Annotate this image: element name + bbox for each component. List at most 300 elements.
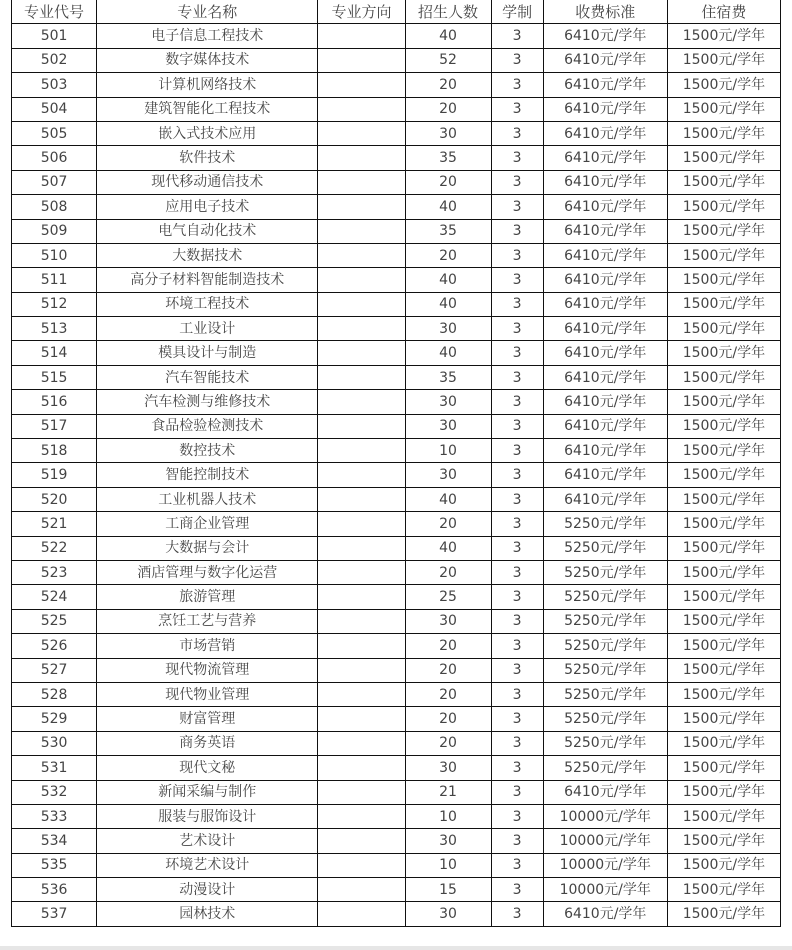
cell-dorm-fee: 1500元/学年	[667, 512, 780, 536]
cell-enrollment-count: 40	[405, 292, 491, 316]
table-row	[12, 804, 781, 828]
cell-major-direction	[318, 73, 405, 97]
cell-enrollment-count: 25	[405, 585, 491, 609]
cell-major-direction	[318, 512, 405, 536]
cell-duration: 3	[491, 463, 543, 487]
cell-major-code: 523	[12, 560, 97, 584]
cell-major-direction	[318, 341, 405, 365]
header-tuition: 收费标准	[543, 0, 667, 24]
cell-major-name: 汽车检测与维修技术	[97, 390, 318, 414]
cell-tuition: 10000元/学年	[543, 878, 667, 902]
cell-enrollment-count: 10	[405, 439, 491, 463]
cell-major-code: 511	[12, 268, 97, 292]
cell-major-name: 现代文秘	[97, 756, 318, 780]
table-row	[12, 170, 781, 194]
cell-duration: 3	[491, 365, 543, 389]
cell-enrollment-count: 20	[405, 634, 491, 658]
cell-duration: 3	[491, 414, 543, 438]
cell-tuition: 6410元/学年	[543, 390, 667, 414]
cell-major-code: 508	[12, 195, 97, 219]
cell-major-direction	[318, 536, 405, 560]
cell-major-name: 动漫设计	[97, 878, 318, 902]
cell-dorm-fee: 1500元/学年	[667, 756, 780, 780]
table-body	[12, 24, 781, 926]
cell-major-code: 521	[12, 512, 97, 536]
cell-dorm-fee: 1500元/学年	[667, 804, 780, 828]
table-row	[12, 219, 781, 243]
cell-enrollment-count: 40	[405, 487, 491, 511]
cell-dorm-fee: 1500元/学年	[667, 658, 780, 682]
header-major-direction: 专业方向	[318, 0, 405, 24]
cell-dorm-fee: 1500元/学年	[667, 682, 780, 706]
cell-major-name: 计算机网络技术	[97, 73, 318, 97]
cell-dorm-fee: 1500元/学年	[667, 487, 780, 511]
cell-major-direction	[318, 121, 405, 145]
table-row	[12, 195, 781, 219]
cell-major-name: 市场营销	[97, 634, 318, 658]
cell-tuition: 6410元/学年	[543, 97, 667, 121]
cell-dorm-fee: 1500元/学年	[667, 463, 780, 487]
cell-major-direction	[318, 24, 405, 48]
cell-major-code: 537	[12, 902, 97, 926]
cell-tuition: 6410元/学年	[543, 24, 667, 48]
cell-dorm-fee: 1500元/学年	[667, 585, 780, 609]
cell-duration: 3	[491, 780, 543, 804]
cell-major-direction	[318, 439, 405, 463]
cell-major-name: 新闻采编与制作	[97, 780, 318, 804]
table-row	[12, 731, 781, 755]
cell-major-direction	[318, 414, 405, 438]
cell-duration: 3	[491, 48, 543, 72]
cell-major-direction	[318, 658, 405, 682]
table-row	[12, 536, 781, 560]
table-row	[12, 121, 781, 145]
cell-major-name: 工业设计	[97, 317, 318, 341]
cell-dorm-fee: 1500元/学年	[667, 146, 780, 170]
cell-major-direction	[318, 585, 405, 609]
cell-major-name: 现代物流管理	[97, 658, 318, 682]
cell-dorm-fee: 1500元/学年	[667, 317, 780, 341]
cell-duration: 3	[491, 731, 543, 755]
cell-major-direction	[318, 292, 405, 316]
cell-major-direction	[318, 780, 405, 804]
cell-major-name: 现代物业管理	[97, 682, 318, 706]
cell-dorm-fee: 1500元/学年	[667, 707, 780, 731]
table-row	[12, 707, 781, 731]
cell-dorm-fee: 1500元/学年	[667, 243, 780, 267]
cell-major-code: 510	[12, 243, 97, 267]
header-major-name: 专业名称	[97, 0, 318, 24]
table-row	[12, 414, 781, 438]
cell-duration: 3	[491, 560, 543, 584]
cell-duration: 3	[491, 97, 543, 121]
table-row	[12, 658, 781, 682]
cell-enrollment-count: 30	[405, 414, 491, 438]
cell-major-name: 汽车智能技术	[97, 365, 318, 389]
cell-enrollment-count: 30	[405, 609, 491, 633]
cell-duration: 3	[491, 268, 543, 292]
cell-dorm-fee: 1500元/学年	[667, 780, 780, 804]
cell-duration: 3	[491, 121, 543, 145]
cell-tuition: 6410元/学年	[543, 341, 667, 365]
cell-duration: 3	[491, 439, 543, 463]
table-row	[12, 365, 781, 389]
cell-major-direction	[318, 317, 405, 341]
cell-major-name: 电子信息工程技术	[97, 24, 318, 48]
cell-enrollment-count: 52	[405, 48, 491, 72]
cell-enrollment-count: 10	[405, 804, 491, 828]
cell-major-name: 环境工程技术	[97, 292, 318, 316]
cell-tuition: 6410元/学年	[543, 292, 667, 316]
cell-enrollment-count: 20	[405, 682, 491, 706]
cell-major-name: 大数据与会计	[97, 536, 318, 560]
cell-enrollment-count: 21	[405, 780, 491, 804]
cell-major-direction	[318, 48, 405, 72]
cell-duration: 3	[491, 756, 543, 780]
cell-duration: 3	[491, 707, 543, 731]
cell-tuition: 5250元/学年	[543, 536, 667, 560]
cell-major-direction	[318, 487, 405, 511]
cell-dorm-fee: 1500元/学年	[667, 731, 780, 755]
cell-duration: 3	[491, 585, 543, 609]
cell-major-name: 现代移动通信技术	[97, 170, 318, 194]
cell-enrollment-count: 30	[405, 902, 491, 926]
table-row	[12, 878, 781, 902]
cell-major-name: 服装与服饰设计	[97, 804, 318, 828]
cell-duration: 3	[491, 390, 543, 414]
header-dorm-fee: 住宿费	[667, 0, 780, 24]
table-row	[12, 292, 781, 316]
cell-tuition: 6410元/学年	[543, 487, 667, 511]
cell-duration: 3	[491, 512, 543, 536]
cell-major-name: 电气自动化技术	[97, 219, 318, 243]
cell-major-name: 艺术设计	[97, 829, 318, 853]
cell-major-direction	[318, 560, 405, 584]
cell-duration: 3	[491, 853, 543, 877]
cell-tuition: 6410元/学年	[543, 195, 667, 219]
cell-enrollment-count: 35	[405, 365, 491, 389]
cell-major-code: 518	[12, 439, 97, 463]
table-row	[12, 390, 781, 414]
cell-enrollment-count: 30	[405, 463, 491, 487]
cell-tuition: 6410元/学年	[543, 219, 667, 243]
table-row	[12, 97, 781, 121]
cell-tuition: 6410元/学年	[543, 243, 667, 267]
cell-tuition: 5250元/学年	[543, 560, 667, 584]
cell-dorm-fee: 1500元/学年	[667, 560, 780, 584]
cell-duration: 3	[491, 146, 543, 170]
cell-major-direction	[318, 146, 405, 170]
table-row	[12, 341, 781, 365]
cell-major-code: 535	[12, 853, 97, 877]
cell-tuition: 6410元/学年	[543, 902, 667, 926]
table-row	[12, 48, 781, 72]
cell-tuition: 6410元/学年	[543, 463, 667, 487]
cell-major-code: 536	[12, 878, 97, 902]
table-row	[12, 512, 781, 536]
cell-major-name: 数控技术	[97, 439, 318, 463]
table-row	[12, 24, 781, 48]
cell-dorm-fee: 1500元/学年	[667, 829, 780, 853]
header-major-code: 专业代号	[12, 0, 97, 24]
cell-major-code: 533	[12, 804, 97, 828]
cell-major-code: 532	[12, 780, 97, 804]
cell-major-name: 园林技术	[97, 902, 318, 926]
cell-enrollment-count: 35	[405, 146, 491, 170]
table-row	[12, 682, 781, 706]
cell-tuition: 6410元/学年	[543, 48, 667, 72]
cell-enrollment-count: 15	[405, 878, 491, 902]
cell-major-direction	[318, 756, 405, 780]
cell-enrollment-count: 40	[405, 341, 491, 365]
table-row	[12, 439, 781, 463]
table-row	[12, 780, 781, 804]
cell-major-direction	[318, 390, 405, 414]
cell-major-code: 503	[12, 73, 97, 97]
cell-tuition: 5250元/学年	[543, 585, 667, 609]
cell-duration: 3	[491, 536, 543, 560]
cell-enrollment-count: 20	[405, 512, 491, 536]
cell-dorm-fee: 1500元/学年	[667, 170, 780, 194]
cell-major-code: 514	[12, 341, 97, 365]
cell-major-name: 大数据技术	[97, 243, 318, 267]
cell-major-name: 工业机器人技术	[97, 487, 318, 511]
cell-enrollment-count: 30	[405, 756, 491, 780]
cell-duration: 3	[491, 634, 543, 658]
cell-major-direction	[318, 219, 405, 243]
table-row	[12, 317, 781, 341]
cell-major-code: 534	[12, 829, 97, 853]
cell-major-direction	[318, 731, 405, 755]
cell-major-direction	[318, 682, 405, 706]
cell-enrollment-count: 40	[405, 195, 491, 219]
cell-major-direction	[318, 243, 405, 267]
cell-major-code: 531	[12, 756, 97, 780]
cell-tuition: 6410元/学年	[543, 780, 667, 804]
cell-major-name: 工商企业管理	[97, 512, 318, 536]
bottom-edge-bar	[0, 946, 792, 950]
cell-tuition: 10000元/学年	[543, 804, 667, 828]
cell-major-name: 环境艺术设计	[97, 853, 318, 877]
cell-dorm-fee: 1500元/学年	[667, 73, 780, 97]
cell-major-direction	[318, 634, 405, 658]
cell-major-name: 应用电子技术	[97, 195, 318, 219]
cell-duration: 3	[491, 317, 543, 341]
table-row	[12, 146, 781, 170]
cell-tuition: 6410元/学年	[543, 414, 667, 438]
cell-major-name: 嵌入式技术应用	[97, 121, 318, 145]
cell-major-name: 旅游管理	[97, 585, 318, 609]
table-row	[12, 853, 781, 877]
cell-enrollment-count: 20	[405, 97, 491, 121]
header-enrollment-count: 招生人数	[405, 0, 491, 24]
cell-enrollment-count: 20	[405, 560, 491, 584]
cell-major-direction	[318, 707, 405, 731]
cell-duration: 3	[491, 487, 543, 511]
cell-dorm-fee: 1500元/学年	[667, 853, 780, 877]
cell-major-code: 504	[12, 97, 97, 121]
table-row	[12, 634, 781, 658]
table-row	[12, 829, 781, 853]
table-row	[12, 756, 781, 780]
cell-dorm-fee: 1500元/学年	[667, 48, 780, 72]
cell-tuition: 6410元/学年	[543, 439, 667, 463]
cell-major-direction	[318, 878, 405, 902]
cell-duration: 3	[491, 658, 543, 682]
cell-major-code: 501	[12, 24, 97, 48]
cell-tuition: 5250元/学年	[543, 731, 667, 755]
cell-duration: 3	[491, 24, 543, 48]
cell-tuition: 6410元/学年	[543, 121, 667, 145]
cell-enrollment-count: 35	[405, 219, 491, 243]
cell-enrollment-count: 20	[405, 243, 491, 267]
cell-enrollment-count: 30	[405, 829, 491, 853]
cell-dorm-fee: 1500元/学年	[667, 341, 780, 365]
cell-duration: 3	[491, 170, 543, 194]
cell-major-name: 模具设计与制造	[97, 341, 318, 365]
table-row	[12, 243, 781, 267]
cell-major-code: 517	[12, 414, 97, 438]
header-duration: 学制	[491, 0, 543, 24]
cell-dorm-fee: 1500元/学年	[667, 439, 780, 463]
cell-enrollment-count: 30	[405, 390, 491, 414]
cell-major-direction	[318, 902, 405, 926]
cell-dorm-fee: 1500元/学年	[667, 390, 780, 414]
cell-major-name: 食品检验检测技术	[97, 414, 318, 438]
cell-dorm-fee: 1500元/学年	[667, 292, 780, 316]
cell-major-direction	[318, 365, 405, 389]
cell-tuition: 5250元/学年	[543, 707, 667, 731]
cell-duration: 3	[491, 243, 543, 267]
cell-tuition: 6410元/学年	[543, 73, 667, 97]
cell-tuition: 6410元/学年	[543, 317, 667, 341]
cell-duration: 3	[491, 292, 543, 316]
cell-major-name: 商务英语	[97, 731, 318, 755]
cell-enrollment-count: 20	[405, 73, 491, 97]
cell-tuition: 5250元/学年	[543, 512, 667, 536]
cell-major-direction	[318, 804, 405, 828]
cell-major-name: 智能控制技术	[97, 463, 318, 487]
cell-duration: 3	[491, 73, 543, 97]
cell-dorm-fee: 1500元/学年	[667, 902, 780, 926]
cell-major-code: 520	[12, 487, 97, 511]
cell-tuition: 5250元/学年	[543, 658, 667, 682]
cell-major-code: 524	[12, 585, 97, 609]
table-row	[12, 73, 781, 97]
cell-tuition: 5250元/学年	[543, 756, 667, 780]
cell-major-direction	[318, 829, 405, 853]
cell-duration: 3	[491, 804, 543, 828]
cell-enrollment-count: 40	[405, 268, 491, 292]
table-row	[12, 560, 781, 584]
cell-major-code: 525	[12, 609, 97, 633]
table-row	[12, 609, 781, 633]
cell-major-code: 502	[12, 48, 97, 72]
cell-dorm-fee: 1500元/学年	[667, 97, 780, 121]
cell-duration: 3	[491, 902, 543, 926]
cell-tuition: 5250元/学年	[543, 609, 667, 633]
cell-major-code: 527	[12, 658, 97, 682]
cell-dorm-fee: 1500元/学年	[667, 219, 780, 243]
cell-major-name: 软件技术	[97, 146, 318, 170]
cell-dorm-fee: 1500元/学年	[667, 634, 780, 658]
table-row	[12, 902, 781, 926]
cell-dorm-fee: 1500元/学年	[667, 365, 780, 389]
cell-tuition: 5250元/学年	[543, 682, 667, 706]
cell-enrollment-count: 40	[405, 536, 491, 560]
cell-duration: 3	[491, 195, 543, 219]
cell-enrollment-count: 20	[405, 731, 491, 755]
cell-major-code: 507	[12, 170, 97, 194]
table-row	[12, 463, 781, 487]
cell-major-code: 509	[12, 219, 97, 243]
table-row	[12, 487, 781, 511]
cell-enrollment-count: 20	[405, 170, 491, 194]
cell-enrollment-count: 20	[405, 658, 491, 682]
cell-major-direction	[318, 97, 405, 121]
cell-dorm-fee: 1500元/学年	[667, 536, 780, 560]
cell-tuition: 6410元/学年	[543, 170, 667, 194]
cell-major-code: 519	[12, 463, 97, 487]
cell-major-direction	[318, 853, 405, 877]
cell-enrollment-count: 30	[405, 317, 491, 341]
cell-major-direction	[318, 609, 405, 633]
cell-dorm-fee: 1500元/学年	[667, 121, 780, 145]
cell-major-code: 526	[12, 634, 97, 658]
table-row	[12, 268, 781, 292]
cell-major-name: 烹饪工艺与营养	[97, 609, 318, 633]
cell-tuition: 10000元/学年	[543, 829, 667, 853]
cell-major-direction	[318, 463, 405, 487]
cell-duration: 3	[491, 341, 543, 365]
cell-tuition: 5250元/学年	[543, 634, 667, 658]
cell-duration: 3	[491, 682, 543, 706]
cell-dorm-fee: 1500元/学年	[667, 878, 780, 902]
enrollment-table-container	[11, 0, 781, 927]
cell-tuition: 6410元/学年	[543, 268, 667, 292]
cell-tuition: 6410元/学年	[543, 365, 667, 389]
cell-major-direction	[318, 170, 405, 194]
table-header-row	[12, 0, 781, 24]
cell-dorm-fee: 1500元/学年	[667, 414, 780, 438]
cell-major-code: 529	[12, 707, 97, 731]
cell-major-name: 建筑智能化工程技术	[97, 97, 318, 121]
cell-major-code: 528	[12, 682, 97, 706]
cell-tuition: 6410元/学年	[543, 146, 667, 170]
cell-duration: 3	[491, 878, 543, 902]
cell-duration: 3	[491, 219, 543, 243]
cell-enrollment-count: 20	[405, 707, 491, 731]
cell-major-code: 522	[12, 536, 97, 560]
cell-duration: 3	[491, 609, 543, 633]
cell-tuition: 10000元/学年	[543, 853, 667, 877]
cell-major-name: 酒店管理与数字化运营	[97, 560, 318, 584]
cell-enrollment-count: 10	[405, 853, 491, 877]
cell-major-direction	[318, 268, 405, 292]
cell-major-code: 530	[12, 731, 97, 755]
cell-major-direction	[318, 195, 405, 219]
cell-major-code: 505	[12, 121, 97, 145]
cell-major-code: 513	[12, 317, 97, 341]
cell-major-name: 数字媒体技术	[97, 48, 318, 72]
cell-dorm-fee: 1500元/学年	[667, 609, 780, 633]
cell-major-code: 512	[12, 292, 97, 316]
cell-major-code: 515	[12, 365, 97, 389]
cell-dorm-fee: 1500元/学年	[667, 195, 780, 219]
enrollment-table	[11, 0, 781, 927]
cell-major-name: 财富管理	[97, 707, 318, 731]
cell-dorm-fee: 1500元/学年	[667, 268, 780, 292]
